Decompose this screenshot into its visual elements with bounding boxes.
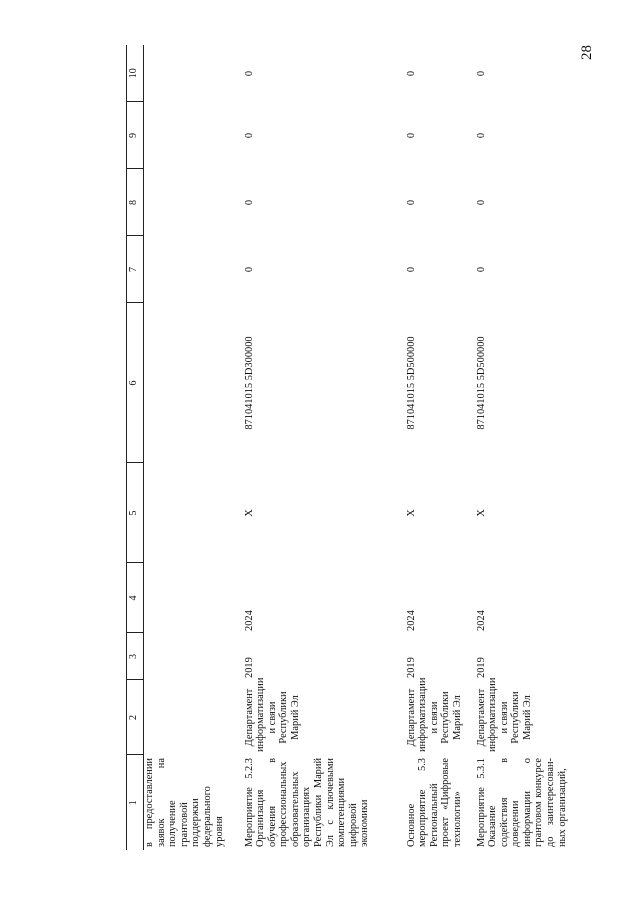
header-row <box>127 45 144 850</box>
rotated-table-container <box>126 45 568 850</box>
table-row <box>144 45 244 850</box>
cell-value-8 <box>144 169 244 236</box>
row-label: Основное мероприятие 5.3 Региональный проект «Цифровые технологии» <box>405 758 463 847</box>
cell-value-9: 0 <box>243 132 255 139</box>
row-label: Мероприятие 5.3.1 Оказание содействия в доведении информации о грантовом конкурсе до заинтересованных организаций, <box>475 758 568 847</box>
cell-code-6: 871041015 5D300000 <box>243 336 255 430</box>
page-number: 28 <box>579 45 595 60</box>
cell-start-year: 2019 <box>405 657 417 678</box>
column-header: 5 <box>127 463 144 563</box>
cell-value-7: 0 <box>405 266 417 273</box>
cell-value-10: 0 <box>243 70 255 77</box>
table-row <box>244 45 406 850</box>
column-header: 8 <box>127 169 144 236</box>
cell-value-10: 0 <box>475 70 487 77</box>
cell-executor <box>144 680 244 755</box>
table-row <box>476 45 569 850</box>
cell-code-5: X <box>243 509 255 517</box>
cell-value-8: 0 <box>405 199 417 206</box>
budget-table <box>126 45 568 850</box>
cell-value-9: 0 <box>475 132 487 139</box>
cell-code-6: 871041015 5D500000 <box>475 336 487 430</box>
column-header: 9 <box>127 102 144 169</box>
cell-executor: Департамент информатизации и связи Республики Марий Эл <box>243 677 301 752</box>
cell-value-7 <box>144 236 244 303</box>
column-header: 10 <box>127 45 144 102</box>
cell-start-year: 2019 <box>243 657 255 678</box>
cell-value-10: 0 <box>405 70 417 77</box>
cell-executor: Департамент информатизации и связи Республики Марий Эл <box>475 677 533 752</box>
cell-code-5 <box>144 463 244 563</box>
column-header: 7 <box>127 236 144 303</box>
row-label: в предоставлении заявок на получение грантовой поддержки федерального уровня <box>144 758 225 847</box>
cell-value-9: 0 <box>405 132 417 139</box>
cell-start-year: 2019 <box>475 657 487 678</box>
cell-value-9 <box>144 102 244 169</box>
column-header: 6 <box>127 303 144 463</box>
column-header: 2 <box>127 680 144 755</box>
column-header: 3 <box>127 633 144 680</box>
cell-value-8: 0 <box>243 199 255 206</box>
row-label: Мероприятие 5.2.3 Организация обучения в профессиональных образовательных организациях Республики Марий Эл с ключевыми компетенциями цифровой экономики <box>243 758 371 847</box>
cell-code-6: 871041015 5D500000 <box>405 336 417 430</box>
cell-code-5: X <box>475 509 487 517</box>
cell-end-year: 2024 <box>475 610 487 631</box>
cell-code-5: X <box>405 509 417 517</box>
column-header: 1 <box>127 755 144 850</box>
cell-start-year <box>144 633 244 680</box>
cell-code-6 <box>144 303 244 463</box>
cell-value-8: 0 <box>475 199 487 206</box>
cell-value-10 <box>144 45 244 102</box>
table-row <box>406 45 476 850</box>
cell-end-year: 2024 <box>243 610 255 631</box>
cell-executor: Департамент информатизации и связи Республики Марий Эл <box>405 677 463 752</box>
cell-value-7: 0 <box>475 266 487 273</box>
cell-value-7: 0 <box>243 266 255 273</box>
column-header: 4 <box>127 563 144 633</box>
cell-end-year <box>144 563 244 633</box>
cell-end-year: 2024 <box>405 610 417 631</box>
